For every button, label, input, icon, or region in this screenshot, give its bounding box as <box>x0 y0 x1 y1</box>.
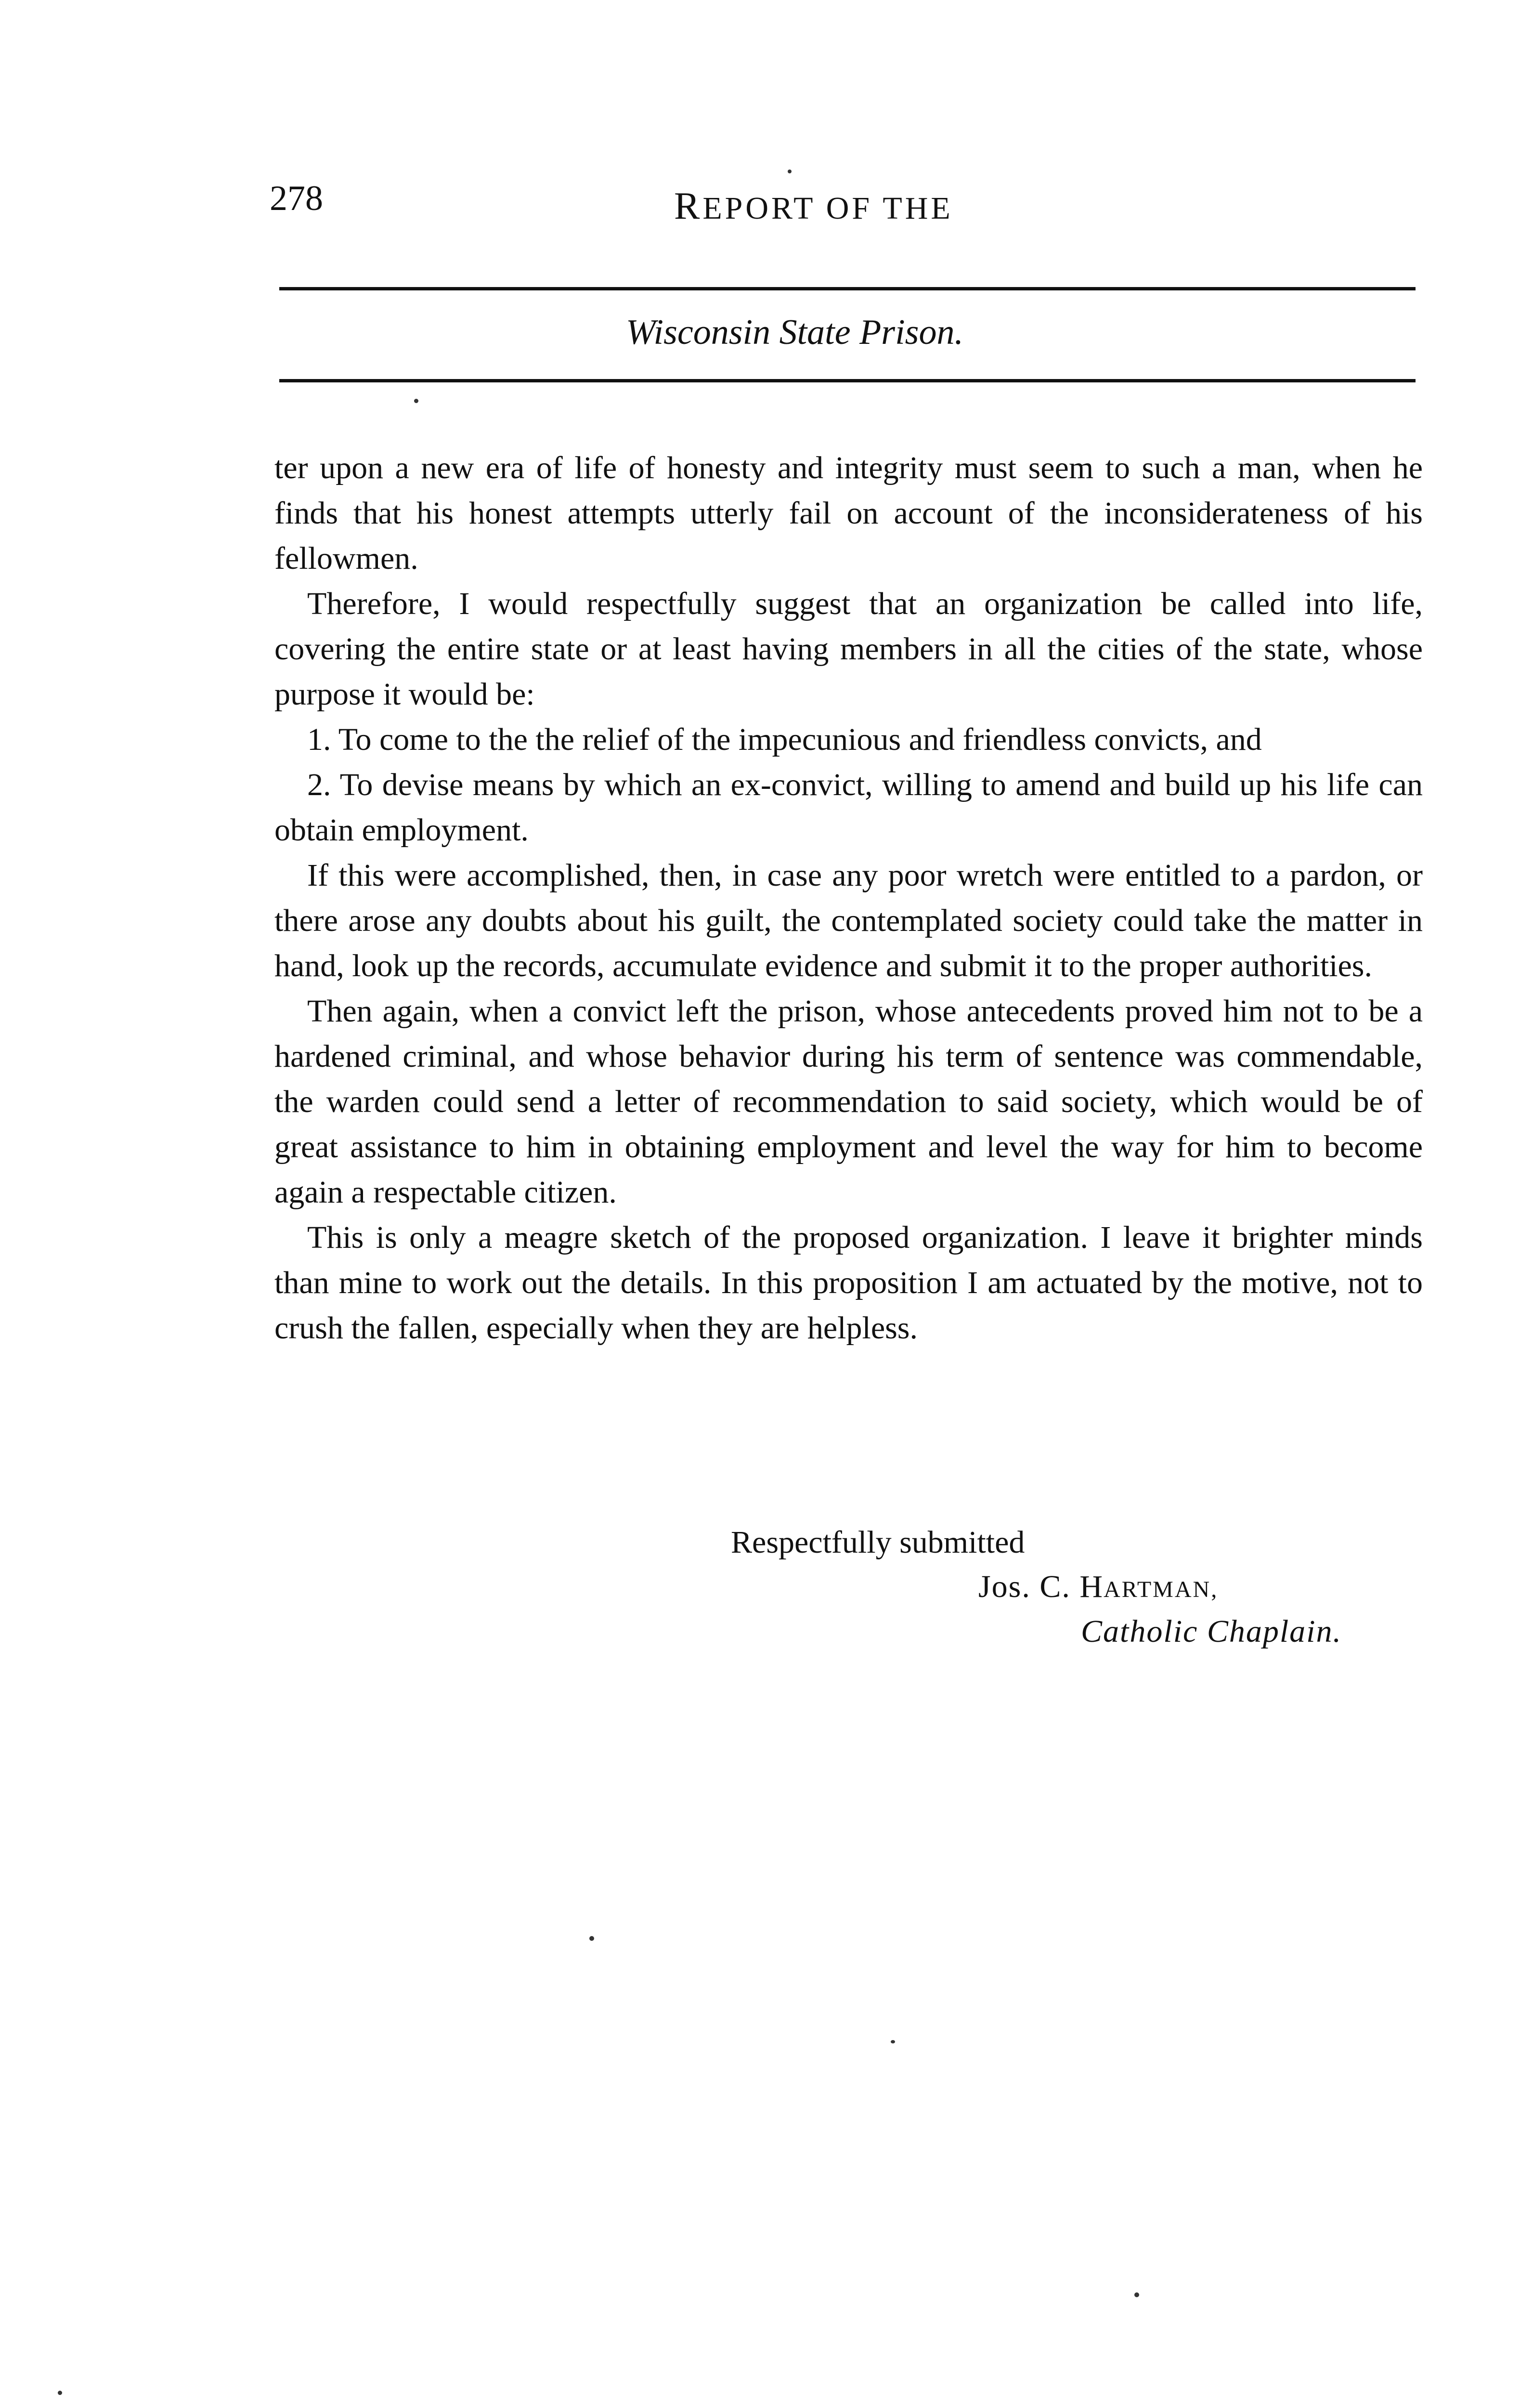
list-item: 2. To devise means by which an ex-convict, willing to amend and build up his life can obtain employment. <box>274 767 1423 848</box>
scan-speck <box>788 170 792 173</box>
closing-line: Respectfully submitted <box>731 1525 1025 1560</box>
signatory-name-prefix: Jos. C. H <box>978 1569 1104 1604</box>
signatory-name-rest: ARTMAN, <box>1104 1577 1219 1602</box>
scan-speck <box>1134 2292 1139 2297</box>
scan-speck <box>58 2391 62 2395</box>
scan-speck <box>589 1936 594 1941</box>
paragraph: Therefore, I would respectfully suggest that an organization be called into life, covering the entire state or at least having members in all the cities of the state, whose purpose it would be: <box>274 586 1423 712</box>
body-text <box>274 445 1423 1351</box>
header-rule-bottom <box>279 379 1416 382</box>
section-subheading: Wisconsin State Prison. <box>626 313 963 352</box>
list-item: 1. To come to the the relief of the impecunious and friendless convicts, and <box>307 722 1262 757</box>
paragraph: Then again, when a convict left the prison, whose antecedents proved him not to be a hardened criminal, and whose behavior during his term of sentence was commendable, the warden could send a letter of recommendation to said society, which would be of great assistance to him in obtaining employment and level the way for him to become again a respectable citizen. <box>274 994 1423 1210</box>
header-rule-top <box>279 287 1416 290</box>
signatory-title: Catholic Chaplain. <box>1081 1614 1342 1649</box>
running-head-initial: R <box>674 185 703 227</box>
paragraph: This is only a meagre sketch of the proposed organization. I leave it brighter minds than mine to work out the details. In this proposition I am actuated by the motive, not to crush the fallen, especially when they are helpless. <box>274 1220 1423 1346</box>
running-head-rest: EPORT OF THE <box>702 191 953 226</box>
scan-speck <box>414 399 418 403</box>
paragraph-continuation: ter upon a new era of life of honesty and integrity must seem to such a man, when he finds that his honest attempts utterly fail on account of the inconsiderateness of his fellowmen. <box>274 450 1423 576</box>
running-head <box>674 187 953 225</box>
page-number: 278 <box>270 179 323 218</box>
paragraph: If this were accomplished, then, in case any poor wretch were entitled to a pardon, or there arose any doubts about his guilt, the contemplated society could take the matter in hand, look up the records, accumulate evidence and submit it to the proper authorities. <box>274 858 1423 983</box>
scan-speck <box>891 2040 895 2043</box>
signatory-name <box>978 1571 1218 1603</box>
